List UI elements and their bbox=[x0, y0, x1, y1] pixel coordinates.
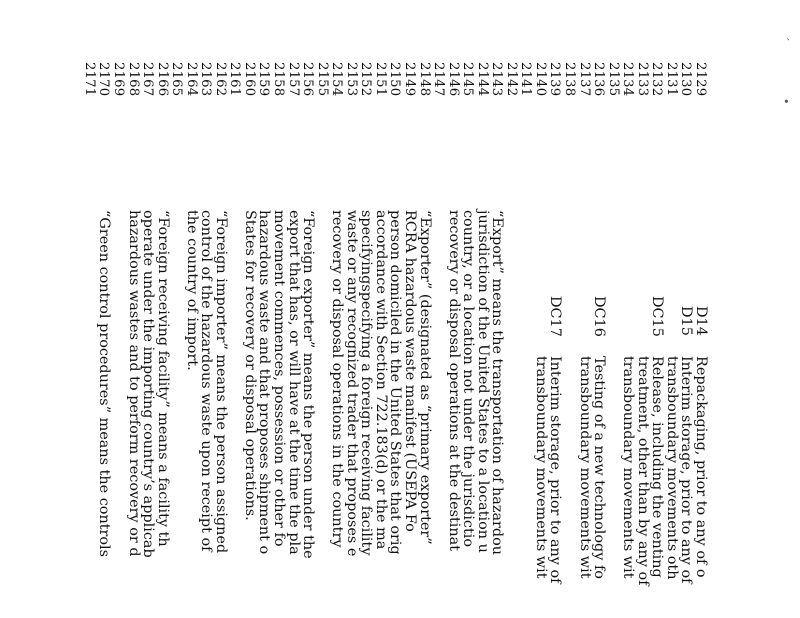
line-number: 2159 bbox=[256, 62, 272, 97]
code-dc16: DC16 bbox=[591, 296, 608, 337]
line-2131: transboundary movements oth bbox=[663, 356, 680, 580]
line-number: 2136 bbox=[591, 62, 607, 97]
line-2145: country, or a location not under the jurisdictio bbox=[460, 210, 477, 548]
line-number: 2166 bbox=[154, 62, 170, 97]
line-2130: Interim storage, prior to any of bbox=[678, 356, 695, 584]
line-number: 2155 bbox=[314, 62, 330, 97]
line-number: 2160 bbox=[241, 62, 257, 97]
line-number: 2146 bbox=[445, 62, 461, 97]
line-number: 2137 bbox=[576, 62, 592, 97]
line-number: 2168 bbox=[125, 62, 141, 97]
line-2164: the country of import. bbox=[183, 210, 200, 371]
line-number: 2164 bbox=[183, 62, 199, 97]
line-number: 2144 bbox=[474, 62, 490, 97]
line-number: 2140 bbox=[532, 62, 548, 97]
code-d15: D15 bbox=[678, 306, 695, 336]
line-2158: movement commences, possession or other fo bbox=[271, 210, 288, 547]
line-2134: transboundary movements wit bbox=[620, 356, 637, 579]
line-number: 2139 bbox=[547, 62, 563, 97]
line-2148: “Exporter” (designated as “primary exporter” bbox=[416, 210, 433, 545]
line-number: 2152 bbox=[358, 62, 374, 97]
line-number: 2170 bbox=[96, 62, 112, 97]
line-2143: “Export” means the transportation of hazardou bbox=[489, 210, 506, 556]
line-number: 2129 bbox=[693, 62, 708, 97]
line-number: 2148 bbox=[416, 62, 432, 97]
line-number: 2149 bbox=[402, 62, 417, 97]
code-d14: D14 bbox=[693, 306, 709, 336]
line-number: 2163 bbox=[198, 62, 214, 97]
line-2139: Interim storage, prior to any of bbox=[547, 356, 564, 584]
line-2137: transboundary movements wit bbox=[576, 356, 593, 579]
line-number: 2142 bbox=[503, 62, 519, 97]
line-2166: “Foreign receiving facility” means a facility th bbox=[154, 210, 171, 547]
line-number: 2151 bbox=[372, 62, 388, 97]
line-number: 2130 bbox=[678, 62, 694, 97]
line-number: 2156 bbox=[300, 62, 316, 97]
line-number: 2165 bbox=[169, 62, 185, 97]
line-2153: waste or any recognized trader that proposes e bbox=[343, 210, 360, 557]
line-2136: Testing of a new technology fo bbox=[591, 356, 608, 579]
line-2150: person domiciled in the United States that orig bbox=[387, 210, 404, 555]
line-2160: States for recovery or disposal operations. bbox=[241, 210, 258, 521]
line-number: 2150 bbox=[387, 62, 403, 97]
line-number: 2141 bbox=[518, 62, 534, 97]
code-dc15: DC15 bbox=[649, 296, 666, 337]
line-number: 2161 bbox=[227, 62, 243, 97]
line-number: 2158 bbox=[271, 62, 287, 97]
line-number: 2145 bbox=[460, 62, 476, 97]
line-2162: “Foreign importer” means the person assigned bbox=[212, 210, 229, 554]
line-2133: treatment, other than by any of bbox=[634, 356, 651, 586]
line-number: 2167 bbox=[140, 62, 156, 97]
line-2151: accordance with Section 722.183(d) or the ma bbox=[372, 210, 389, 550]
line-number: 2169 bbox=[111, 62, 126, 97]
margin-mark-top: ´ bbox=[777, 36, 790, 42]
line-number: 2132 bbox=[649, 62, 665, 97]
line-number: 2138 bbox=[562, 62, 578, 97]
line-number: 2153 bbox=[343, 62, 359, 97]
line-number: 2157 bbox=[285, 62, 301, 97]
line-2157: export that has, or will have at the time the pla bbox=[285, 210, 302, 555]
line-number: 2171 bbox=[81, 62, 97, 97]
line-2159: hazardous waste and that proposes shipment o bbox=[256, 210, 273, 555]
line-number: 2147 bbox=[431, 62, 447, 97]
line-2132: Release, including the venting bbox=[649, 356, 666, 578]
margin-mark-mid: • bbox=[779, 98, 792, 105]
line-number: 2143 bbox=[489, 62, 505, 97]
line-number: 2134 bbox=[620, 62, 636, 97]
line-2168: hazardous wastes and to perform recovery or d bbox=[125, 210, 142, 557]
line-2170: “Green control procedures” means the controls bbox=[96, 210, 113, 558]
line-2154: recovery or disposal operations in the country bbox=[329, 210, 346, 548]
line-2146: recovery or disposal operations at the destinat bbox=[445, 210, 462, 552]
line-number: 2131 bbox=[663, 62, 679, 97]
line-number: 2154 bbox=[329, 62, 345, 97]
line-number: 2135 bbox=[605, 62, 621, 97]
line-2129: Repackaging, prior to any of o bbox=[693, 356, 709, 578]
line-2149: RCRA hazardous waste manifest (USEPA Fo bbox=[402, 210, 418, 532]
line-2167: operate under the importing country’s applicab bbox=[140, 210, 157, 558]
line-number: 2162 bbox=[212, 62, 228, 97]
line-2140: transboundary movements wit bbox=[532, 356, 549, 579]
line-number: 2133 bbox=[634, 62, 650, 97]
code-dc17: DC17 bbox=[547, 296, 564, 337]
line-2152: specifyingspecifying a foreign receiving facility bbox=[358, 210, 375, 556]
line-2156: “Foreign exporter” means the person under the bbox=[300, 210, 317, 559]
line-2144: jurisdiction of the United States to a location u bbox=[474, 210, 491, 553]
line-2163: control of the hazardous waste upon receipt of bbox=[198, 210, 215, 552]
